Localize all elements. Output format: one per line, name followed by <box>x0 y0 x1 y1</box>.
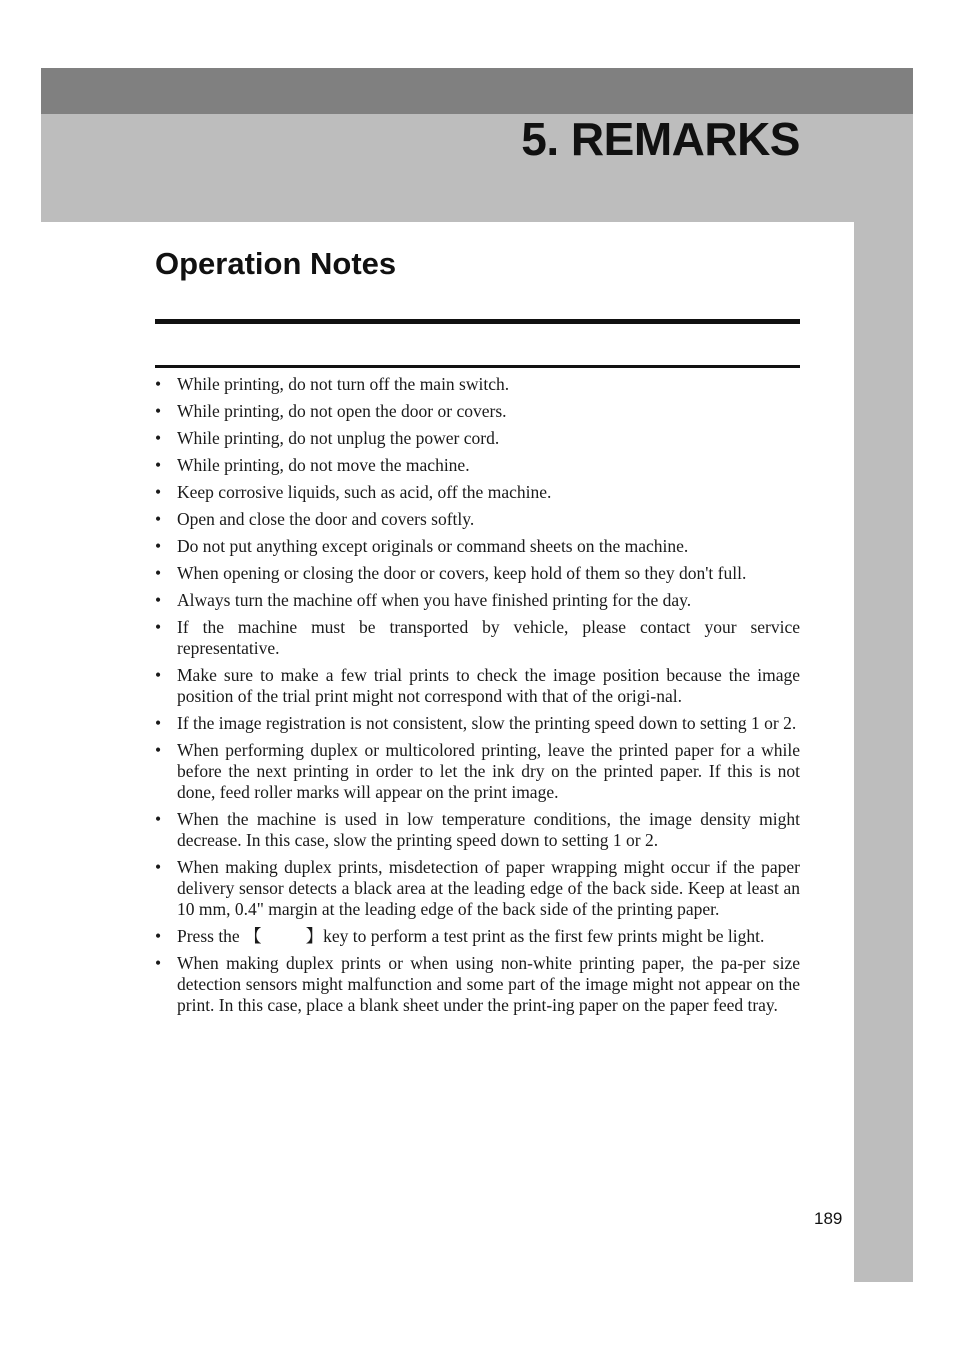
bullet-icon: • <box>155 590 162 610</box>
bullet-icon: • <box>155 740 162 760</box>
section-title: Operation Notes <box>155 246 397 281</box>
bullet-icon: • <box>155 536 162 556</box>
note-text-before: Press the <box>177 926 245 946</box>
header-band-dark <box>41 68 913 114</box>
note-text: While printing, do not open the door or covers. <box>177 401 507 421</box>
section-rule-thin <box>155 365 800 368</box>
bullet-icon: • <box>155 455 162 475</box>
bullet-icon: • <box>155 617 162 637</box>
note-item <box>155 740 800 803</box>
note-item <box>155 590 800 611</box>
bullet-icon: • <box>155 482 162 502</box>
note-text: When opening or closing the door or covers, keep hold of them so they don't full. <box>177 563 747 583</box>
bullet-icon: • <box>155 401 162 421</box>
note-item <box>155 953 800 1016</box>
side-margin-bar <box>854 222 913 1282</box>
bullet-icon: • <box>155 665 162 685</box>
note-text: When performing duplex or multicolored printing, leave the printed paper for a while before the next printing in order to let the ink dry on the printed paper. If this is not done, feed roller marks will appear on the print image. <box>177 740 800 802</box>
note-item <box>155 455 800 476</box>
note-text: Open and close the door and covers softly. <box>177 509 475 529</box>
note-text: While printing, do not unplug the power cord. <box>177 428 500 448</box>
bullet-icon: • <box>155 953 162 973</box>
note-text: While printing, do not move the machine. <box>177 455 470 475</box>
bullet-icon: • <box>155 563 162 583</box>
key-bracket-close: 】 <box>305 926 324 946</box>
bullet-icon: • <box>155 428 162 448</box>
note-text: When making duplex prints, misdetection of paper wrapping might occur if the paper delivery sensor detects a black area at the leading edge of the back side. Keep at least an 10 mm, 0.4" margin at the leading edge of the back side of the printing paper. <box>177 857 800 919</box>
note-item <box>155 482 800 503</box>
note-item <box>155 509 800 530</box>
note-item <box>155 401 800 422</box>
bullet-icon: • <box>155 509 162 529</box>
chapter-title: 5. REMARKS <box>521 113 800 165</box>
note-text: When the machine is used in low temperature conditions, the image density might decrease. In this case, slow the printing speed down to setting 1 or 2. <box>177 809 800 850</box>
note-item <box>155 665 800 707</box>
note-text: If the image registration is not consistent, slow the printing speed down to setting 1 or 2. <box>177 713 797 733</box>
note-text: Always turn the machine off when you have finished printing for the day. <box>177 590 692 610</box>
key-bracket-open: 【 <box>244 926 262 946</box>
note-item <box>155 713 800 734</box>
note-item <box>155 617 800 659</box>
note-item <box>155 536 800 557</box>
bullet-icon: • <box>155 857 162 877</box>
bullet-icon: • <box>155 926 162 946</box>
note-text: Keep corrosive liquids, such as acid, off the machine. <box>177 482 552 502</box>
bullet-icon: • <box>155 809 162 829</box>
note-item <box>155 428 800 449</box>
note-text: When making duplex prints or when using non-white printing paper, the pa-per size detection sensors might malfunction and some part of the image might not appear on the print. In this case, place a blank sheet under the print-ing paper on the paper feed tray. <box>177 953 800 1015</box>
operation-notes-list <box>155 374 800 1022</box>
note-text-after: key to perform a test print as the first few prints might be light. <box>323 926 765 946</box>
note-item <box>155 563 800 584</box>
note-text: If the machine must be transported by vehicle, please contact your service representative. <box>177 617 800 658</box>
note-item <box>155 809 800 851</box>
note-text: Make sure to make a few trial prints to check the image position because the image position of the trial print might not correspond with that of the origi-nal. <box>177 665 800 706</box>
note-text: While printing, do not turn off the main switch. <box>177 374 510 394</box>
note-text: Do not put anything except originals or command sheets on the machine. <box>177 536 689 556</box>
page-number: 189 <box>814 1209 843 1228</box>
section-rule-thick <box>155 319 800 324</box>
note-item <box>155 857 800 920</box>
note-item-test-print <box>155 926 800 947</box>
bullet-icon: • <box>155 713 162 733</box>
note-item <box>155 374 800 395</box>
bullet-icon: • <box>155 374 162 394</box>
